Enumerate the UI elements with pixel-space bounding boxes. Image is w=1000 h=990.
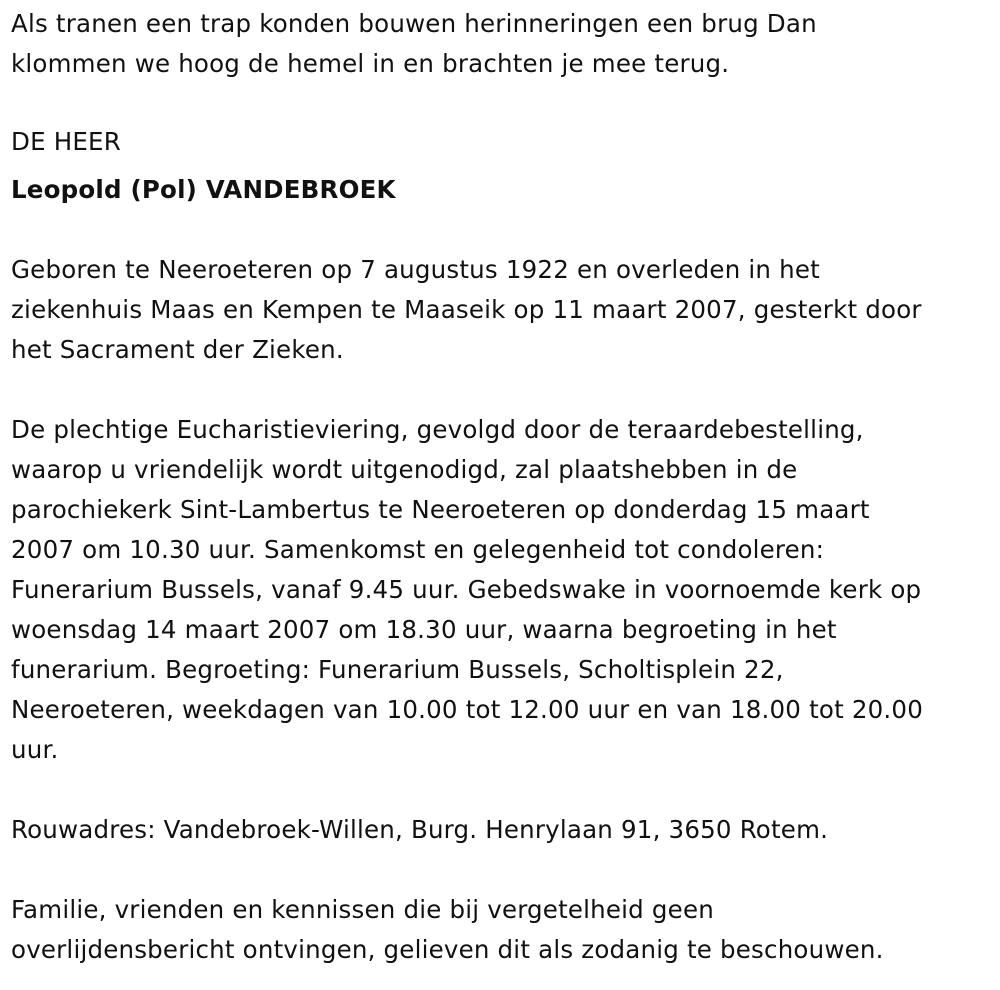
text-line: ziekenhuis Maas en Kempen te Maaseik op 11 maart 2007, gesterkt door [11,295,922,324]
ceremony-block [11,410,991,770]
text-line: Neeroeteren, weekdagen van 10.00 tot 12.00 uur en van 18.00 tot 20.00 [11,695,923,724]
deceased-name: Leopold (Pol) VANDEBROEK [11,175,396,204]
text-line: uur. [11,735,59,764]
text-line: funerarium. Begroeting: Funerarium Bussels, Scholtisplein 22, [11,655,784,684]
text-line: het Sacrament der Zieken. [11,335,344,364]
text-line: parochiekerk Sint-Lambertus te Neeroeteren op donderdag 15 maart [11,495,870,524]
text-line: Funerarium Bussels, vanaf 9.45 uur. Gebedswake in voornoemde kerk op [11,575,922,604]
birth-death-block [11,250,991,370]
poem-line: klommen we hoog de hemel in en brachten je mee terug. [11,49,730,78]
obituary-document [11,4,991,970]
text-line: woensdag 14 maart 2007 om 18.30 uur, waarna begroeting in het [11,615,837,644]
title-prefix: DE HEER [11,127,121,156]
text-line: overlijdensbericht ontvingen, gelieven dit als zodanig te beschouwen. [11,935,884,964]
poem-block [11,4,991,84]
text-line: Familie, vrienden en kennissen die bij vergetelheid geen [11,895,714,924]
text-line: waarop u vriendelijk wordt uitgenodigd, zal plaatshebben in de [11,455,798,484]
text-line: De plechtige Eucharistieviering, gevolgd door de teraardebestelling, [11,415,864,444]
closing-block [11,890,991,970]
mourning-address: Rouwadres: Vandebroek-Willen, Burg. Henrylaan 91, 3650 Rotem. [11,815,829,844]
text-line: 2007 om 10.30 uur. Samenkomst en gelegenheid tot condoleren: [11,535,825,564]
text-line: Geboren te Neeroeteren op 7 augustus 1922 en overleden in het [11,255,820,284]
poem-line: Als tranen een trap konden bouwen herinneringen een brug Dan [11,9,817,38]
